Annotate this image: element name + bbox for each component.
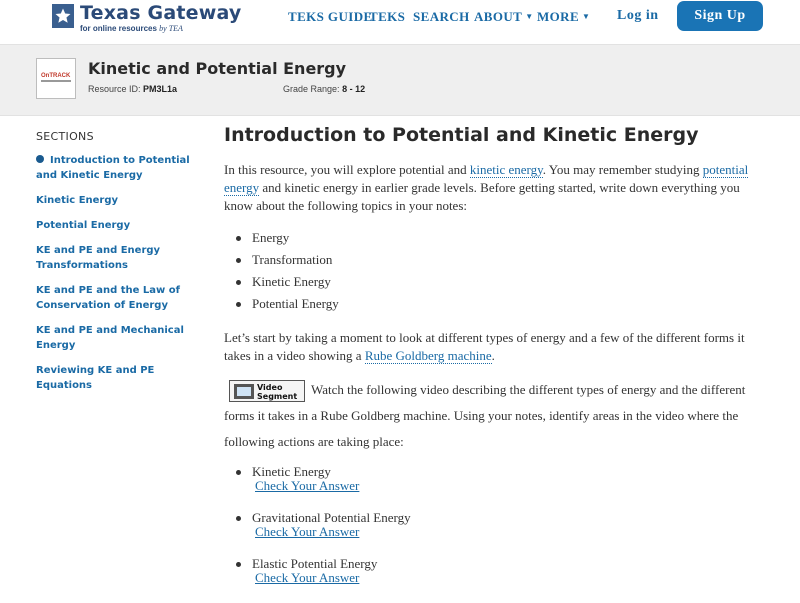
resource-id-label: Resource ID: [88, 84, 141, 94]
kinetic-energy-link[interactable]: kinetic energy [469, 162, 543, 177]
caret-down-icon: ▼ [525, 12, 534, 21]
resource-id-value: PM3L1a [143, 84, 178, 94]
sidebar-item-conservation-of-energy[interactable]: KE and PE and the Law of Conservation of Energy [36, 285, 180, 311]
video-segment-label [257, 383, 297, 401]
sections-heading: SECTIONS [36, 130, 94, 143]
sections-sidebar [36, 130, 211, 403]
topics-list [236, 227, 769, 315]
list-item [236, 557, 769, 585]
check-answer-link[interactable]: Check Your Answer [255, 524, 360, 539]
nav-search[interactable]: SEARCH [413, 9, 470, 24]
resource-thumbnail [36, 58, 76, 99]
page-title: Introduction to Potential and Kinetic Energy [224, 124, 699, 146]
grade-range [283, 84, 365, 94]
intro-paragraph [224, 161, 769, 215]
list-item: Potential Energy [236, 293, 769, 315]
intro-text-b: . You may remember studying [542, 162, 703, 177]
star-icon [52, 4, 74, 28]
list-item: Kinetic Energy [236, 271, 769, 293]
video-instructions [224, 377, 769, 455]
potential-energy-link[interactable]: potential energy [224, 162, 749, 195]
nav-about[interactable] [474, 9, 534, 25]
video-instructions-text: Watch the following video describing the different types of energy and the different forms it takes in a Rube Goldberg machine. Using your notes, identify areas in the video where the following actions are taking place: [224, 382, 746, 449]
sidebar-item-energy-transformations[interactable]: KE and PE and Energy Transformations [36, 245, 161, 271]
nav-teks[interactable]: TEKS [369, 9, 406, 24]
texas-gateway-logo[interactable] [36, 2, 242, 38]
nav-teks-guide[interactable]: TEKS GUIDE [288, 9, 373, 24]
sidebar-item-reviewing-equations[interactable]: Reviewing KE and PE Equations [36, 365, 155, 391]
thumbnail-line [41, 80, 71, 82]
resource-id [88, 84, 177, 94]
video-intro-paragraph [224, 329, 769, 365]
sidebar-item-label: Introduction to Potential and Kinetic Energy [36, 155, 190, 181]
video-intro-text-b: . [491, 348, 495, 363]
grade-range-value: 8 - 12 [342, 84, 366, 94]
film-icon [234, 384, 254, 399]
signup-button[interactable]: Sign Up [677, 1, 763, 31]
video-segment-line2: Segment [257, 392, 298, 402]
intro-text-a: In this resource, you will explore potential and [224, 162, 470, 177]
questions-list [236, 465, 769, 585]
brand-subtitle-by: by TEA [159, 24, 183, 33]
question-label: Kinetic Energy [252, 464, 331, 479]
list-item [236, 511, 769, 539]
sidebar-item-introduction[interactable] [36, 153, 211, 183]
brand-subtitle [80, 24, 183, 33]
nav-more[interactable] [537, 9, 590, 25]
video-segment-line1: Video [257, 383, 283, 393]
sidebar-item-potential-energy[interactable]: Potential Energy [36, 220, 131, 231]
video-segment-badge [229, 380, 305, 402]
nav-about-label: ABOUT [474, 9, 523, 24]
caret-down-icon: ▼ [582, 12, 591, 21]
list-item: Energy [236, 227, 769, 249]
brand-subtitle-text: for online resources [80, 24, 157, 33]
active-dot-icon [36, 155, 44, 163]
check-answer-link[interactable]: Check Your Answer [255, 570, 360, 585]
question-label: Elastic Potential Energy [252, 556, 378, 571]
sidebar-item-mechanical-energy[interactable]: KE and PE and Mechanical Energy [36, 325, 184, 351]
top-navigation [0, 0, 800, 44]
resource-title: Kinetic and Potential Energy [88, 59, 347, 78]
brand-title: Texas Gateway [80, 2, 242, 24]
nav-more-label: MORE [537, 9, 580, 24]
thumbnail-logo-text: OnTRACK [41, 73, 71, 79]
rube-goldberg-link[interactable]: Rube Goldberg machine [364, 348, 492, 363]
check-answer-link[interactable]: Check Your Answer [255, 478, 360, 493]
main-content [224, 124, 769, 603]
login-link[interactable]: Log in [617, 8, 659, 23]
video-intro-text-a: Let’s start by taking a moment to look at different types of energy and a few of the different forms it takes in a video showing a [224, 330, 745, 363]
grade-range-label: Grade Range: [283, 84, 340, 94]
question-label: Gravitational Potential Energy [252, 510, 411, 525]
list-item: Transformation [236, 249, 769, 271]
resource-header [0, 44, 800, 116]
intro-text-c: and kinetic energy in earlier grade levels. Before getting started, write down everything you know about the following topics in your notes: [224, 180, 740, 213]
sidebar-item-kinetic-energy[interactable]: Kinetic Energy [36, 195, 119, 206]
list-item [236, 465, 769, 493]
